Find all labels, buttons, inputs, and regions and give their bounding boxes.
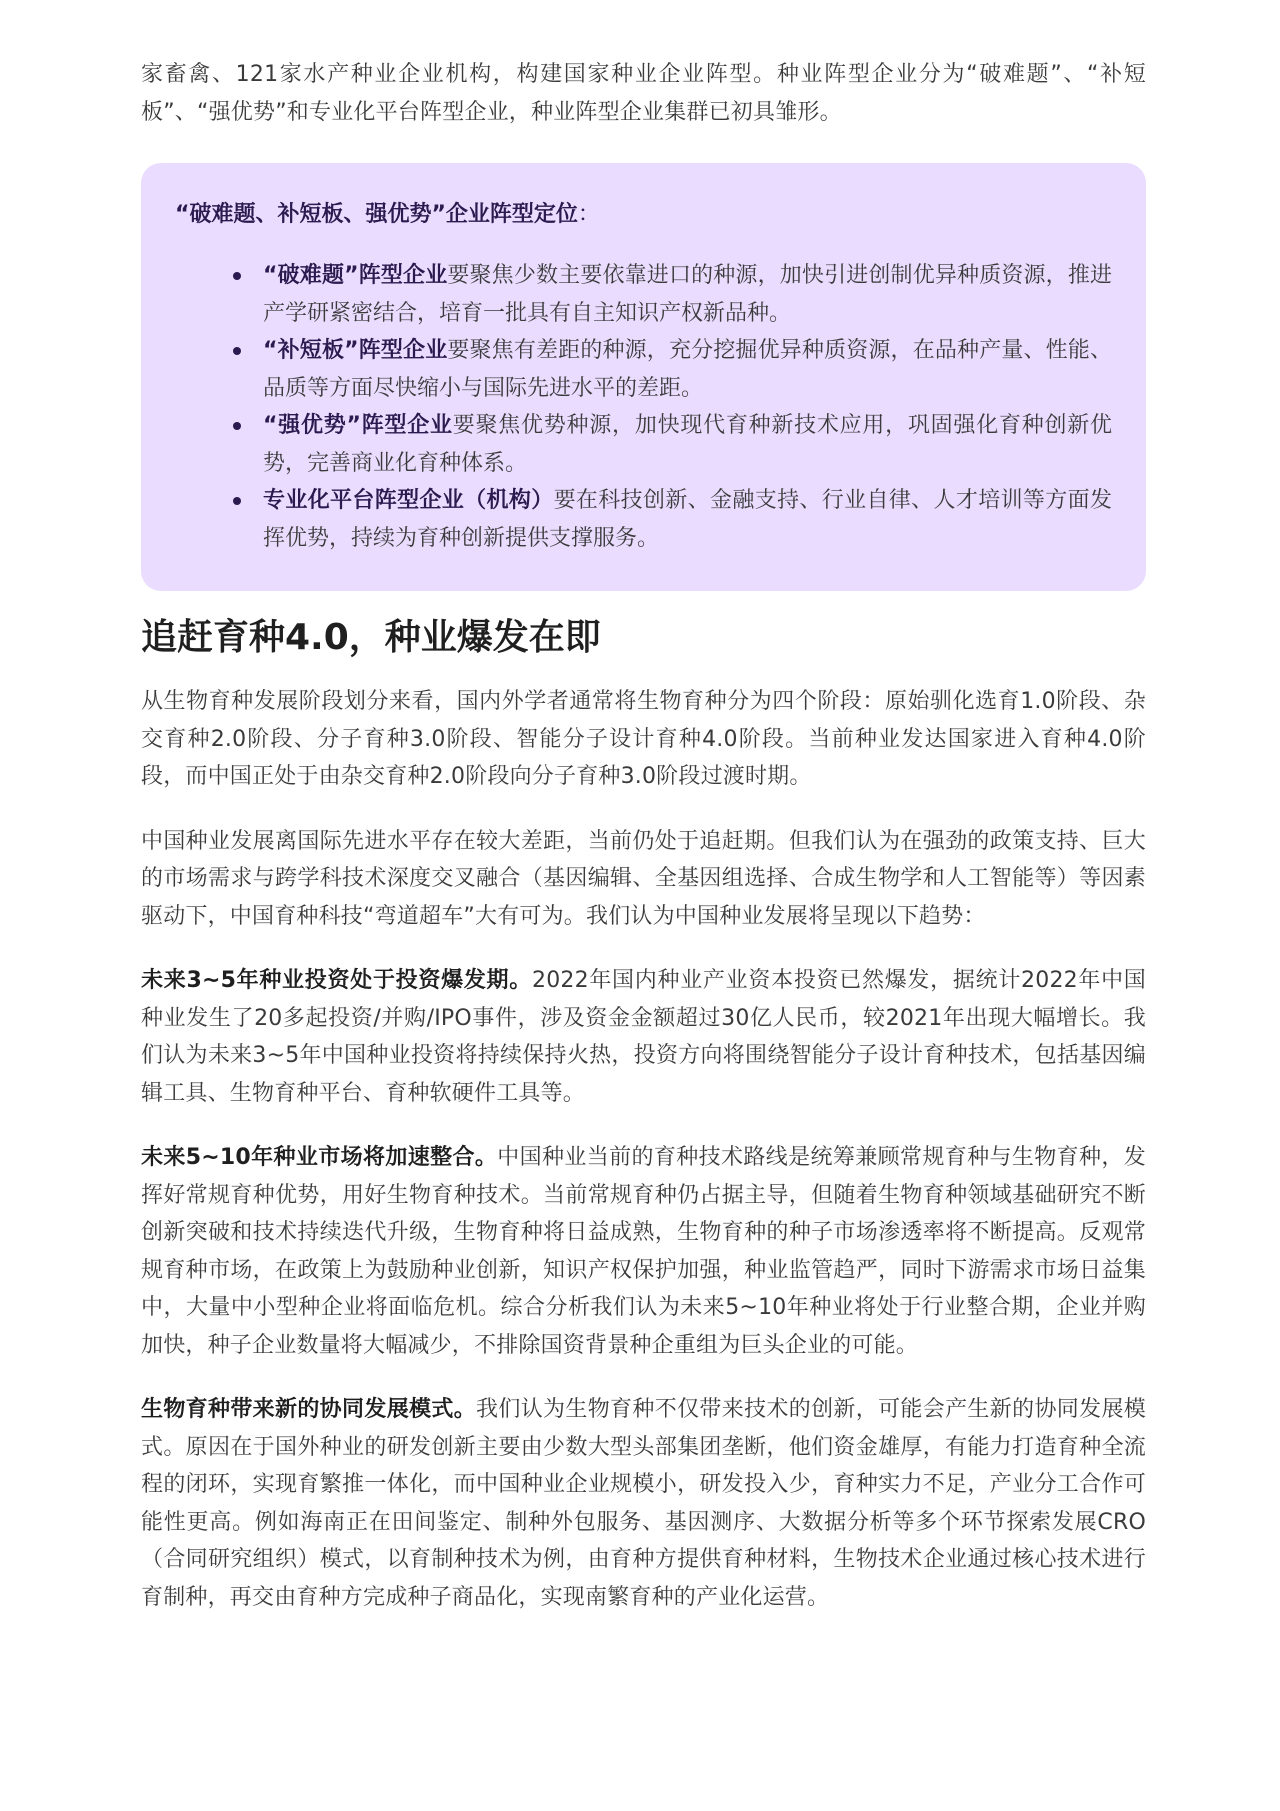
section-paragraph-stages: 从生物育种发展阶段划分来看，国内外学者通常将生物育种分为四个阶段：原始驯化选育1.0阶段、杂交育种2.0阶段、分子育种3.0阶段、智能分子设计育种4.0阶段。当前种业发达国家进入育种4.0阶段，而中国正处于由杂交育种2.0阶段向分子育种3.0阶段过渡时期。	[141, 689, 1146, 789]
list-item-lead: 专业化平台阵型企业（机构）	[263, 488, 554, 513]
section-heading: 追赶育种4.0，种业爆发在即	[141, 617, 601, 658]
document-page	[141, 56, 1146, 1643]
trend-text: 中国种业当前的育种技术路线是统筹兼顾常规育种与生物育种，发挥好常规育种优势，用好生物育种技术。当前常规育种仍占据主导，但随着生物育种领域基础研究不断创新突破和技术持续迭代升级，生物育种将日益成熟，生物育种的种子市场渗透率将不断提高。反观常规育种市场，在政策上为鼓励种业创新，知识产权保护加强，种业监管趋严，同时下游需求市场日益集中，大量中小型种企业将面临危机。综合分析我们认为未来5~10年种业将处于行业整合期，企业并购加快，种子企业数量将大幅减少，不排除国资背景种企重组为巨头企业的可能。	[141, 1145, 1146, 1358]
list-item-text: 要聚焦优势种源，加快现代育种新技术应用，巩固强化育种创新优势，完善商业化育种体系。	[263, 413, 1112, 476]
bullet-icon	[233, 422, 241, 430]
list-item-lead: “强优势”阵型企业	[263, 413, 453, 438]
bullet-icon	[233, 347, 241, 355]
callout-title-colon: ：	[577, 202, 600, 227]
list-item	[175, 332, 1112, 407]
trend-lead: 生物育种带来新的协同发展模式。	[141, 1397, 477, 1422]
list-item-lead: “破难题”阵型企业	[263, 263, 448, 288]
list-item-text: 要在科技创新、金融支持、行业自律、人才培训等方面发挥优势，持续为育种创新提供支撑服务。	[263, 488, 1112, 551]
callout-title-text: “破难题、补短板、强优势”企业阵型定位	[175, 202, 578, 227]
bullet-icon	[233, 497, 241, 505]
list-item	[175, 482, 1112, 557]
trend-lead: 未来3~5年种业投资处于投资爆发期。	[141, 968, 533, 993]
list-item-text: 要聚焦有差距的种源，充分挖掘优异种质资源，在品种产量、性能、品质等方面尽快缩小与国际先进水平的差距。	[263, 338, 1112, 401]
trend-text: 2022年国内种业产业资本投资已然爆发，据统计2022年中国种业发生了20多起投资/并购/IPO事件，涉及资金金额超过30亿人民币，较2021年出现大幅增长。我们认为未来3~5年中国种业投资将持续保持火热，投资方向将围绕智能分子设计育种技术，包括基因编辑工具、生物育种平台、育种软硬件工具等。	[141, 968, 1147, 1106]
trend-text: 我们认为生物育种不仅带来技术的创新，可能会产生新的协同发展模式。原因在于国外种业的研发创新主要由少数大型头部集团垄断，他们资金雄厚，有能力打造育种全流程的闭环，实现育繁推一体化，而中国种业企业规模小，研发投入少，育种实力不足，产业分工合作可能性更高。例如海南正在田间鉴定、制种外包服务、基因测序、大数据分析等多个环节探索发展CRO（合同研究组织）模式，以育制种技术为例，由育种方提供育种材料，生物技术企业通过核心技术进行育制种，再交由育种方完成种子商品化，实现南繁育种的产业化运营。	[141, 1397, 1146, 1610]
enterprise-formation-callout	[141, 163, 1146, 591]
bullet-icon	[233, 272, 241, 280]
list-item-lead: “补短板”阵型企业	[263, 338, 448, 363]
trend-paragraph-collaboration	[141, 1391, 1146, 1616]
intro-paragraph: 家畜禽、121家水产种业企业机构，构建国家种业企业阵型。种业阵型企业分为“破难题”、“补短板”、“强优势”和专业化平台阵型企业，种业阵型企业集群已初具雏形。	[141, 62, 1146, 125]
trend-paragraph-consolidation	[141, 1139, 1146, 1364]
trend-lead: 未来5~10年种业市场将加速整合。	[141, 1145, 498, 1170]
list-item	[175, 257, 1112, 332]
section-paragraph-catch-up: 中国种业发展离国际先进水平存在较大差距，当前仍处于追赶期。但我们认为在强劲的政策支持、巨大的市场需求与跨学科技术深度交叉融合（基因编辑、全基因组选择、合成生物学和人工智能等）等因素驱动下，中国育种科技“弯道超车”大有可为。我们认为中国种业发展将呈现以下趋势：	[141, 828, 1146, 929]
callout-list	[175, 257, 1112, 557]
list-item-text: 要聚焦少数主要依靠进口的种源，加快引进创制优异种质资源，推进产学研紧密结合，培育一批具有自主知识产权新品种。	[263, 263, 1112, 326]
callout-title	[175, 197, 1112, 233]
list-item	[175, 407, 1112, 482]
trend-paragraph-investment	[141, 962, 1146, 1112]
